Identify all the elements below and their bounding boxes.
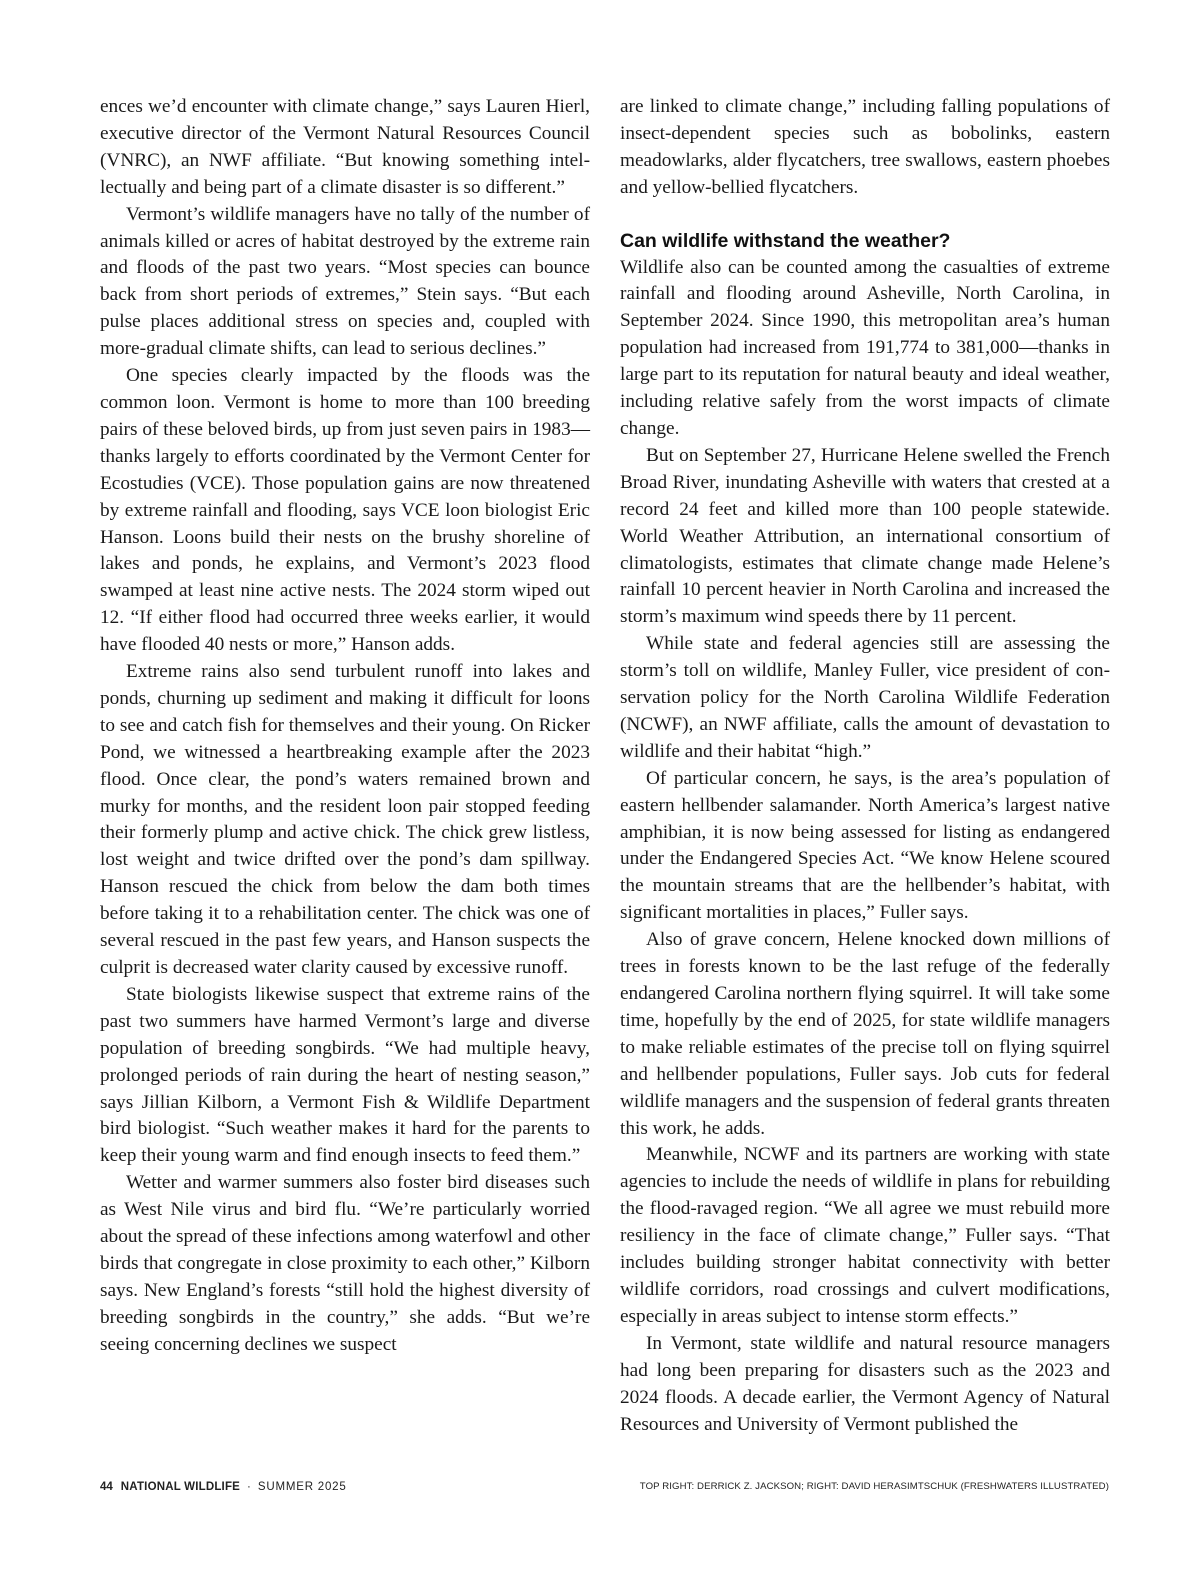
body-paragraph: Wetter and warmer summers also foster bird diseases such as West Nile virus and bird flu. “We’re particularly worried about the spread of these infections among waterfowl and other birds that congregate in close proximity to each other,” Kilborn says. New England’s forests “still hold the highest diversity of breeding songbirds in the country,” she adds. “But we’re seeing concerning declines we suspect [100, 1172, 590, 1355]
folio [100, 1479, 347, 1495]
body-paragraph: Also of grave concern, Helene knocked down millions of trees in forests known to be the last refuge of the federally endangered Carolina northern flying squirrel. It will take some time, hopefully by the end of 2025, for state wildlife managers to make reliable estimates of the precise toll on flying squirrel and hellbender populations, Fuller says. Job cuts for federal wildlife managers and the suspension of federal grants threaten this work, he adds. [620, 929, 1110, 1139]
section-heading: Can wildlife withstand the weather? [620, 229, 951, 252]
photo-credits: TOP RIGHT: DERRICK Z. JACKSON; RIGHT: DAVID HERASIMTSCHUK (FRESHWATERS ILLUSTRATED) [639, 1481, 1109, 1492]
body-paragraph: Meanwhile, NCWF and its partners are working with state agencies to include the needs of wildlife in plans for rebuilding the flood-ravaged region. “We all agree we must rebuild more resiliency in the face of climate change,” Fuller says. “That includes building stronger habitat connectivity with better wildlife corridors, road crossings and culvert modifications, especially in areas subject to intense storm effects.” [620, 1144, 1110, 1327]
issue-date: SUMMER 2025 [257, 1481, 347, 1493]
right-column [620, 94, 1110, 1438]
body-paragraph: State biologists likewise suspect that extreme rains of the past two summers have harmed Vermont’s large and diverse population of breeding songbirds. “We had multiple heavy, prolonged periods of rain during the heart of nesting season,” says Jillian Kilborn, a Vermont Fish & Wildlife Department bird biologist. “Such weather makes it hard for the parents to keep their young warm and find enough insects to feed them.” [100, 983, 590, 1167]
body-paragraph: Vermont’s wildlife managers have no tally of the number of animals killed or acres of habitat destroyed by the extreme rain and floods of the past two years. “Most species can bounce back from short periods of extremes,” Stein says. “But each pulse places additional stress on species and, coupled with more-gradual climate shifts, can lead to serious declines.” [100, 203, 590, 360]
folio-separator: · [247, 1481, 251, 1493]
magazine-name: NATIONAL WILDLIFE [120, 1481, 241, 1493]
body-paragraph: are linked to climate change,” including falling populations of insect-dependent species such as bobolinks, eastern meadowlarks, alder flycatchers, tree swallows, eastern phoebes and yellow-bellied flycatchers. [620, 96, 1110, 198]
body-paragraph: While state and federal agencies still are assessing the storm’s toll on wildlife, Manley Fuller, vice president of conservation policy for the North Carolina Wildlife Federation (NCWF), an NWF affiliate, calls the amount of devastation to wildlife and their habitat “high.” [620, 633, 1110, 762]
page-number: 44 [100, 1481, 113, 1493]
body-paragraph: Extreme rains also send turbulent runoff into lakes and ponds, churning up sediment and making it difficult for loons to see and catch fish for themselves and their young. On Ricker Pond, we witnessed a heartbreaking example after the 2023 flood. Once clear, the pond’s waters remained brown and murky for months, and the resident loon pair stopped feeding their formerly plump and active chick. The chick grew listless, lost weight and twice drifted over the pond’s dam spillway. Hanson rescued the chick from below the dam both times before taking it to a rehabilitation center. The chick was one of several rescued in the past few years, and Hanson suspects the culprit is decreased water clarity caused by excessive runoff. [100, 661, 590, 978]
body-paragraph: Of particular concern, he says, is the area’s population of eastern hellbender salamander. North America’s largest native amphibian, it is now being assessed for listing as endangered under the Endangered Species Act. “We know Helene scoured the mountain streams that are the hellbender’s habitat, with significant mortalities in places,” Fuller says. [620, 767, 1110, 924]
body-paragraph: One species clearly impacted by the floods was the common loon. Vermont is home to more than 100 breeding pairs of these beloved birds, up from just seven pairs in 1983—thanks largely to efforts coordinated by the Vermont Center for Ecostudies (VCE). Those population gains are now threatened by extreme rainfall and flooding, says VCE loon biologist Eric Hanson. Loons build their nests on the brushy shoreline of lakes and ponds, he explains, and Vermont’s 2023 flood swamped at least nine active nests. The 2024 storm wiped out 12. “If either flood had occurred three weeks earlier, it would have flooded 40 nests or more,” Hanson adds. [100, 365, 590, 656]
body-paragraph: In Vermont, state wildlife and natural resource managers had long been preparing for disasters such as the 2023 and 2024 floods. A decade earlier, the Vermont Agency of Natural Resources and University of Vermont published the [620, 1332, 1110, 1435]
body-paragraph: Wildlife also can be counted among the casualties of extreme rainfall and flooding around Asheville, North Carolina, in September 2024. Since 1990, this metropolitan area’s human population had increased from 191,774 to 381,000—thanks in large part to its reputation for natural beauty and ideal weather, including relative safely from the worst impacts of climate change. [620, 256, 1110, 439]
left-column [100, 94, 590, 1359]
body-paragraph: ences we’d encounter with climate change,” says Lauren Hierl, executive director of the Vermont Natural Resources Council (VNRC), an NWF affiliate. “But knowing something intellectually and being part of a climate disaster is so different.” [100, 96, 590, 198]
body-paragraph: But on September 27, Hurricane Helene swelled the French Broad River, inundating Asheville with waters that crested at a record 24 feet and killed more than 100 people statewide. World Weather Attribution, an international consortium of climatologists, estimates that climate change made Helene’s rainfall 10 percent heavier in North Carolina and increased the storm’s maximum wind speeds there by 11 percent. [620, 444, 1110, 628]
